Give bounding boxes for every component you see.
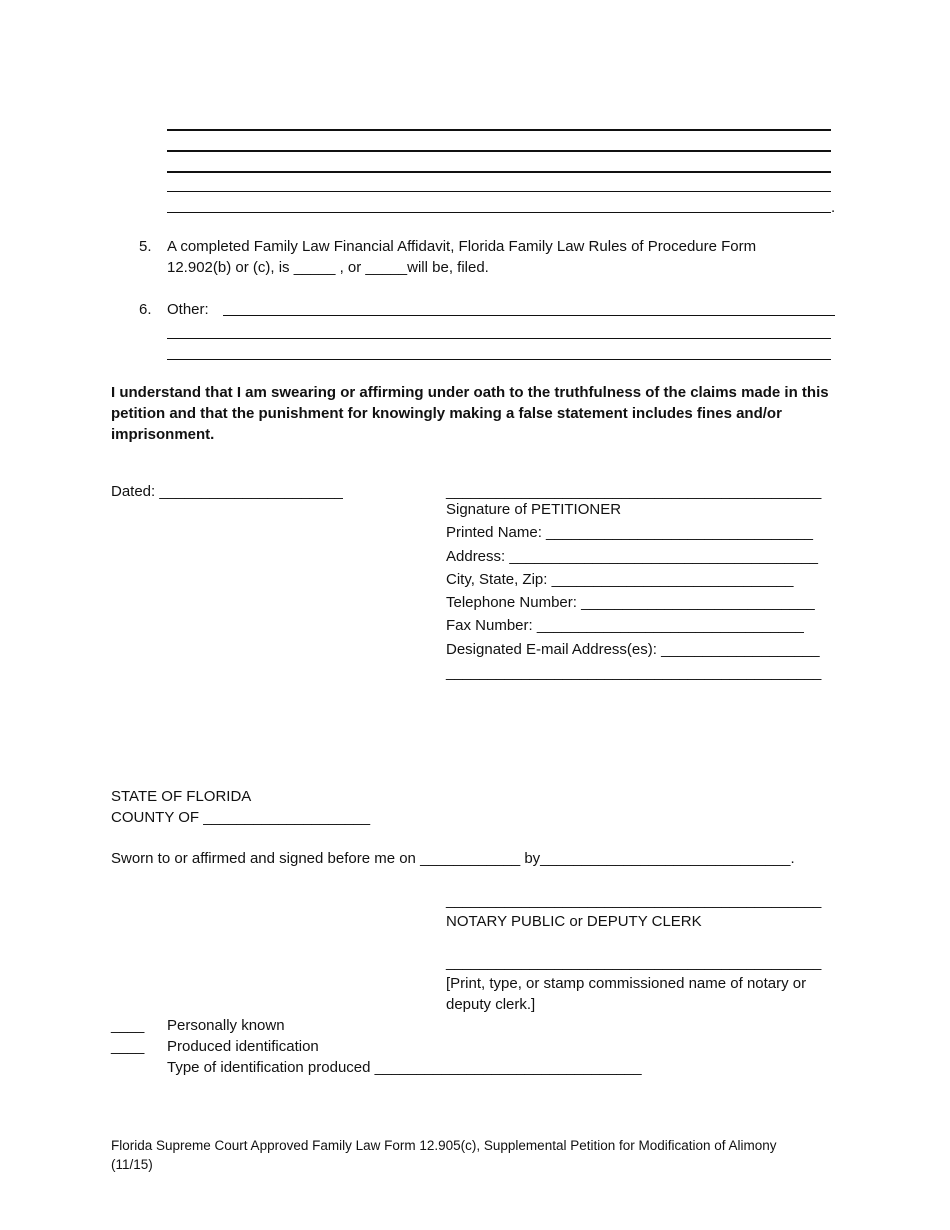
continuation-line-5	[167, 212, 831, 213]
dated-field[interactable]: Dated: ______________________	[111, 483, 343, 500]
notary-print-caption-2: deputy clerk.]	[446, 996, 536, 1013]
item6-line-3[interactable]	[167, 359, 831, 360]
item6-line-1[interactable]	[223, 315, 835, 316]
type-of-id-field[interactable]: Type of identification produced ________________________________	[167, 1059, 642, 1076]
item6-label: Other:	[167, 301, 209, 318]
produced-id-blank[interactable]: ____	[111, 1038, 145, 1055]
sworn-statement[interactable]: Sworn to or affirmed and signed before me on ____________ by______________________________.	[111, 850, 795, 867]
item6-number: 6.	[139, 301, 152, 318]
oath-line-2: petition and that the punishment for knowingly making a false statement includes fines and/or	[111, 405, 782, 422]
continuation-line-4	[167, 191, 831, 192]
signature-caption: Signature of PETITIONER	[446, 501, 622, 518]
item5-line2: 12.902(b) or (c), is _____ , or _____will be, filed.	[167, 259, 489, 276]
county-field[interactable]: COUNTY OF ____________________	[111, 809, 371, 826]
item5-line1: A completed Family Law Financial Affidavit, Florida Family Law Rules of Procedure Form	[167, 238, 757, 255]
footer-line-1: Florida Supreme Court Approved Family Law Form 12.905(c), Supplemental Petition for Modification of Alimony	[111, 1138, 777, 1153]
email-field[interactable]: Designated E-mail Address(es): ___________________	[446, 641, 820, 658]
produced-id-label: Produced identification	[167, 1038, 319, 1055]
personally-known-blank[interactable]: ____	[111, 1017, 145, 1034]
fax-field[interactable]: Fax Number: ________________________________	[446, 617, 804, 634]
signature-line[interactable]: _____________________________________________	[446, 483, 822, 500]
notary-print-caption-1: [Print, type, or stamp commissioned name of notary or	[446, 975, 807, 992]
email-extra-line[interactable]: _____________________________________________	[446, 664, 822, 681]
personally-known-label: Personally known	[167, 1017, 285, 1034]
footer-line-2: (11/15)	[111, 1157, 153, 1172]
printed-name-field[interactable]: Printed Name: ________________________________	[446, 524, 813, 541]
continuation-line-1	[167, 129, 831, 131]
continuation-line-3	[167, 171, 831, 173]
telephone-field[interactable]: Telephone Number: ____________________________	[446, 594, 815, 611]
state-label: STATE OF FLORIDA	[111, 788, 252, 805]
item5-number: 5.	[139, 238, 152, 255]
continuation-period: .	[831, 199, 836, 216]
address-field[interactable]: Address: _____________________________________	[446, 548, 819, 565]
oath-line-3: imprisonment.	[111, 426, 215, 443]
oath-line-1: I understand that I am swearing or affirming under oath to the truthfulness of the claims made in this	[111, 384, 829, 401]
item6-line-2[interactable]	[167, 338, 831, 339]
notary-print-line[interactable]: _____________________________________________	[446, 954, 822, 971]
city-state-zip-field[interactable]: City, State, Zip: _____________________________	[446, 571, 794, 588]
notary-caption: NOTARY PUBLIC or DEPUTY CLERK	[446, 913, 702, 930]
notary-signature-line[interactable]: _____________________________________________	[446, 892, 822, 909]
continuation-line-2	[167, 150, 831, 152]
